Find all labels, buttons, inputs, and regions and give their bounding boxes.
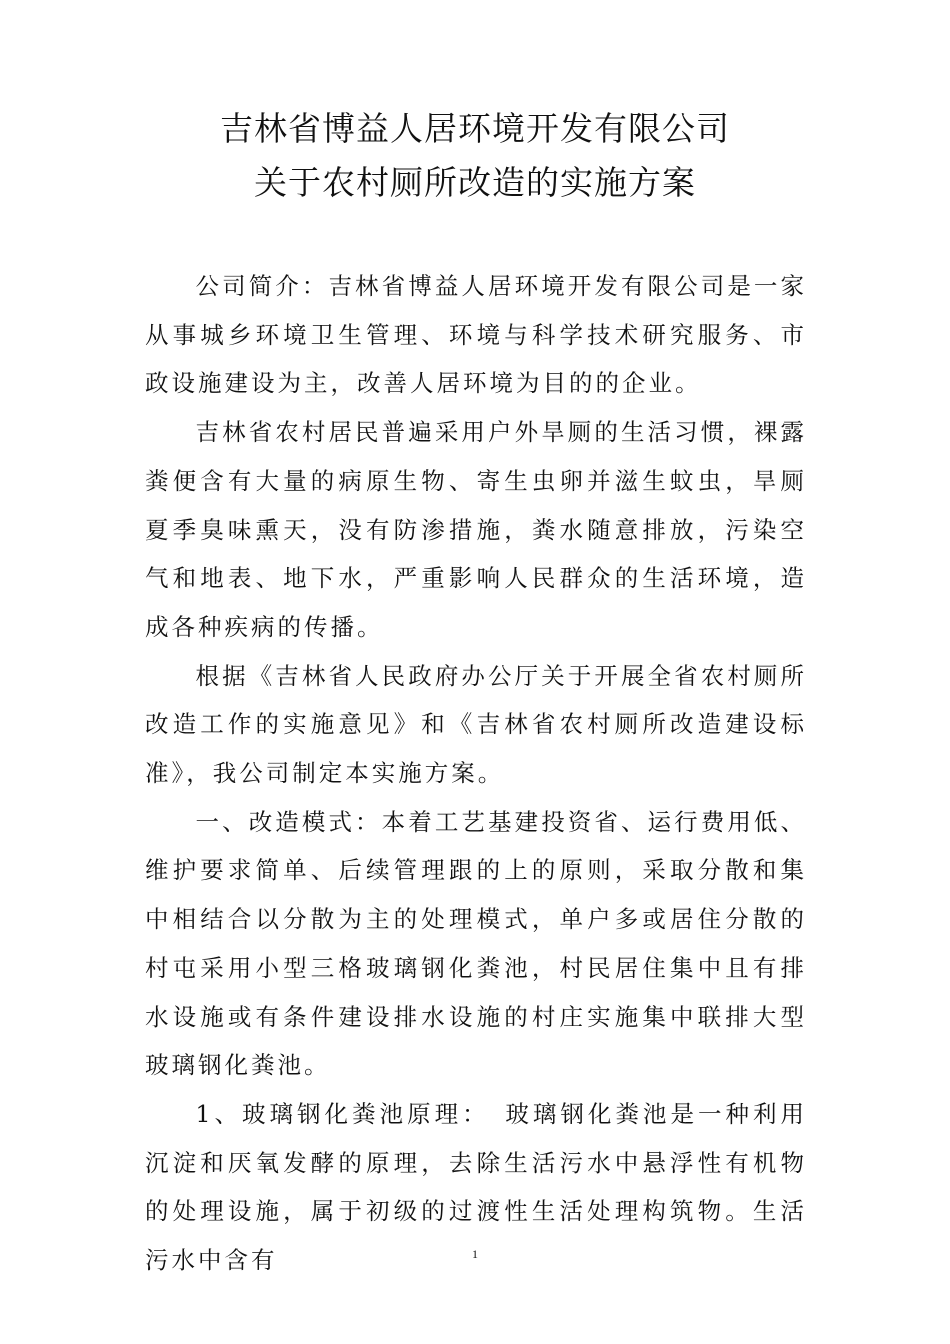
document-title <box>0 102 950 210</box>
paragraph-renovation-mode: 一、改造模式：本着工艺基建投资省、运行费用低、维护要求简单、后续管理跟的上的原则，采取分散和集中相结合以分散为主的处理模式，单户多或居住分散的村屯采用小型三格玻璃钢化粪池，村民居住集中且有排水设施或有条件建设排水设施的村庄实施集中联排大型玻璃钢化粪池。 <box>145 807 807 1080</box>
title-line-2: 关于农村厕所改造的实施方案 <box>254 163 696 202</box>
document-body <box>145 262 807 1285</box>
paragraph-basis: 根据《吉林省人民政府办公厅关于开展全省农村厕所改造工作的实施意见》和《吉林省农村厕所改造建设标准》，我公司制定本实施方案。 <box>145 661 807 788</box>
page-number: 1 <box>472 1247 478 1261</box>
paragraph-company-intro: 公司简介：吉林省博益人居环境开发有限公司是一家从事城乡环境卫生管理、环境与科学技术研究服务、市政设施建设为主，改善人居环境为目的的企业。 <box>145 272 807 398</box>
title-line-1: 吉林省博益人居环境开发有限公司 <box>220 109 730 148</box>
paragraph-background: 吉林省农村居民普遍采用户外旱厕的生活习惯，裸露粪便含有大量的病原生物、寄生虫卵并滋生蚊虫，旱厕夏季臭味熏天，没有防渗措施，粪水随意排放，污染空气和地表、地下水，严重影响人民群众的生活环境，造成各种疾病的传播。 <box>145 418 807 641</box>
paragraph-septic-tank-principle: 1、玻璃钢化粪池原理： 玻璃钢化粪池是一种利用沉淀和厌氧发酵的原理，去除生活污水中悬浮性有机物的处理设施，属于初级的过渡性生活处理构筑物。生活污水中含有 <box>145 1099 807 1275</box>
